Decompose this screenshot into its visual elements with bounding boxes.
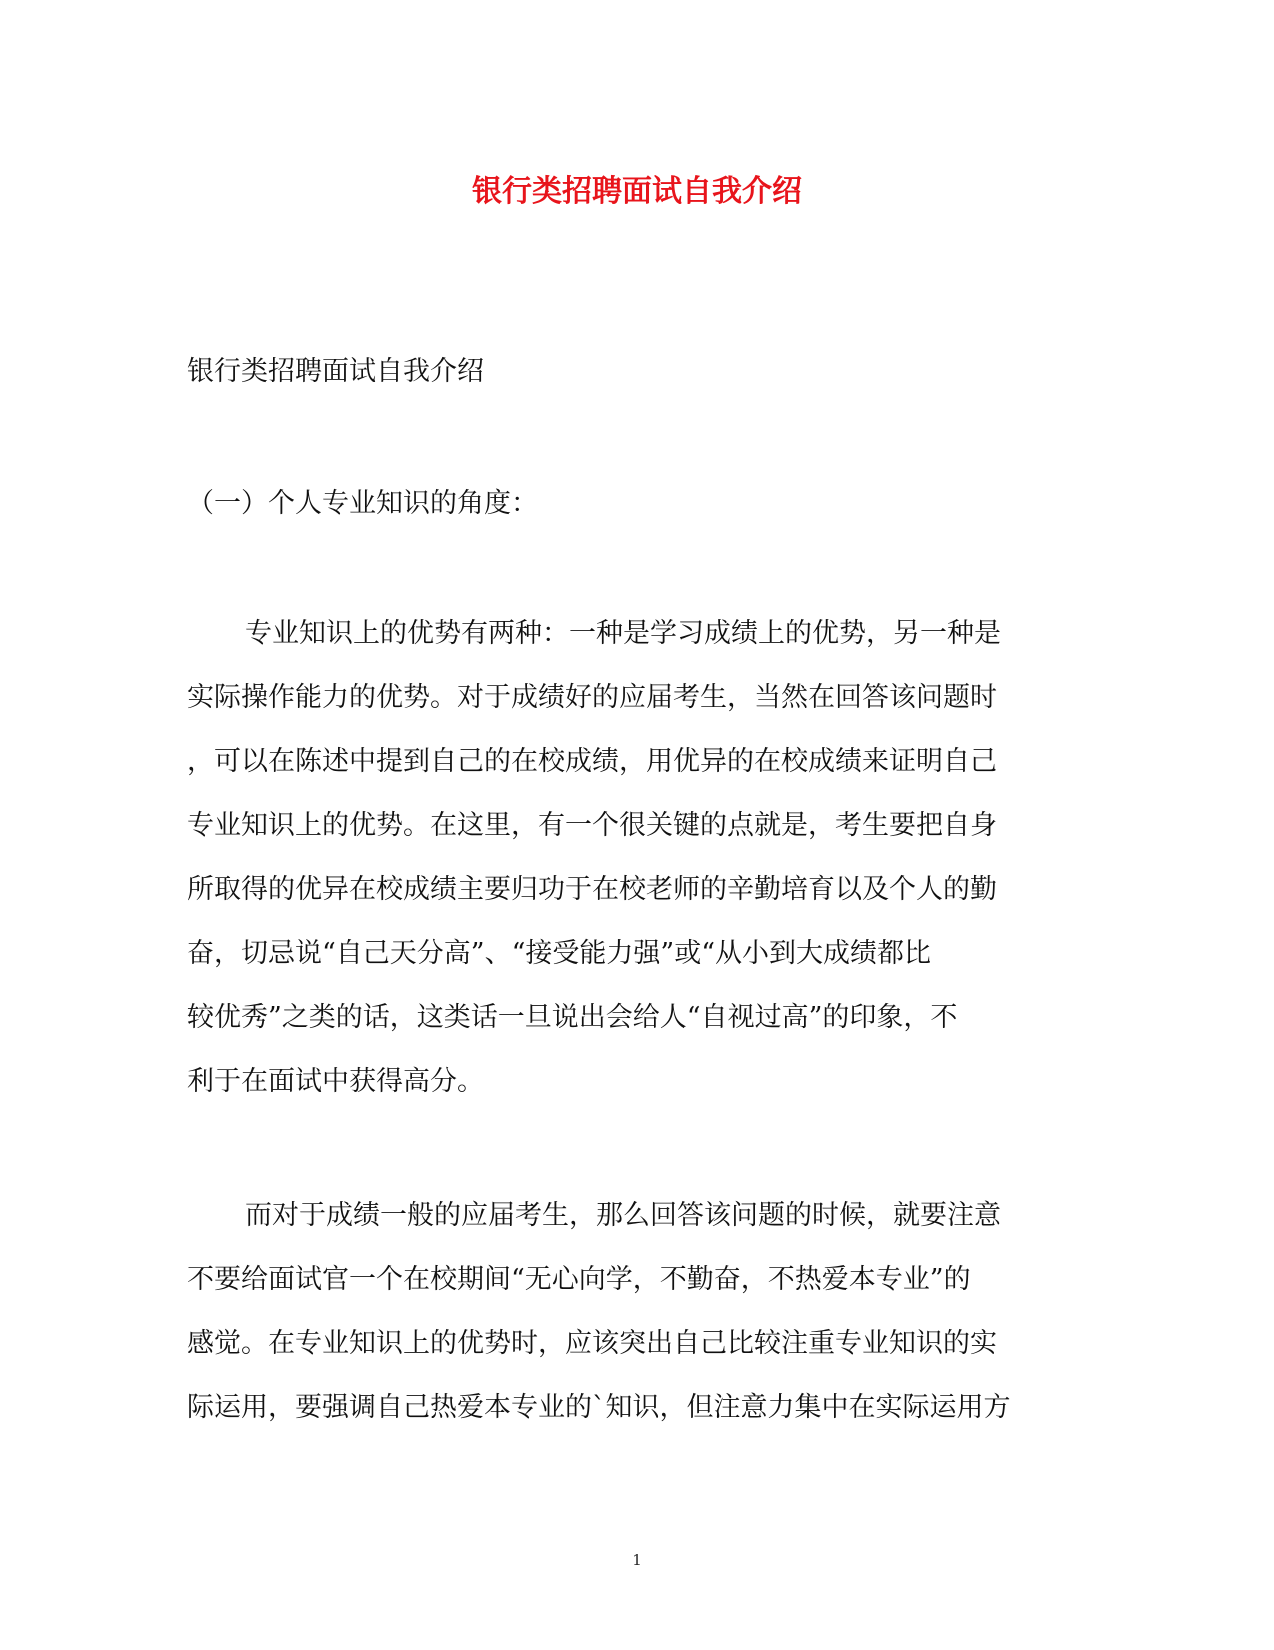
paragraph-line: 奋，切忌说“自己天分高”、“接受能力强”或“从小到大成绩都比 bbox=[187, 938, 932, 969]
paragraph-line: 专业知识上的优势有两种：一种是学习成绩上的优势，另一种是 bbox=[245, 618, 1001, 649]
paragraph-line: 际运用，要强调自己热爱本专业的`知识，但注意力集中在实际运用方 bbox=[187, 1392, 1011, 1423]
paragraph-line: 实际操作能力的优势。对于成绩好的应届考生，当然在回答该问题时 bbox=[187, 682, 997, 713]
paragraph-2 bbox=[187, 1196, 1067, 1452]
paragraph-line: 利于在面试中获得高分。 bbox=[187, 1066, 484, 1097]
document-title: 银行类招聘面试自我介绍 bbox=[472, 174, 802, 209]
paragraph-line: 所取得的优异在校成绩主要归功于在校老师的辛勤培育以及个人的勤 bbox=[187, 874, 997, 905]
paragraph-line: 专业知识上的优势。在这里，有一个很关键的点就是，考生要把自身 bbox=[187, 810, 997, 841]
page-number: 1 bbox=[632, 1551, 642, 1569]
paragraph-line: 感觉。在专业知识上的优势时，应该突出自己比较注重专业知识的实 bbox=[187, 1328, 997, 1359]
paragraph-line: 不要给面试官一个在校期间“无心向学，不勤奋，不热爱本专业”的 bbox=[187, 1264, 971, 1295]
section-heading: （一）个人专业知识的角度： bbox=[187, 488, 538, 519]
paragraph-line: 较优秀”之类的话，这类话一旦说出会给人“自视过高”的印象，不 bbox=[187, 1002, 958, 1033]
paragraph-line: 而对于成绩一般的应届考生，那么回答该问题的时候，就要注意 bbox=[245, 1200, 1001, 1231]
paragraph-1 bbox=[187, 614, 1067, 1126]
document-subtitle: 银行类招聘面试自我介绍 bbox=[187, 356, 484, 387]
paragraph-line: ，可以在陈述中提到自己的在校成绩，用优异的在校成绩来证明自己 bbox=[187, 746, 997, 777]
